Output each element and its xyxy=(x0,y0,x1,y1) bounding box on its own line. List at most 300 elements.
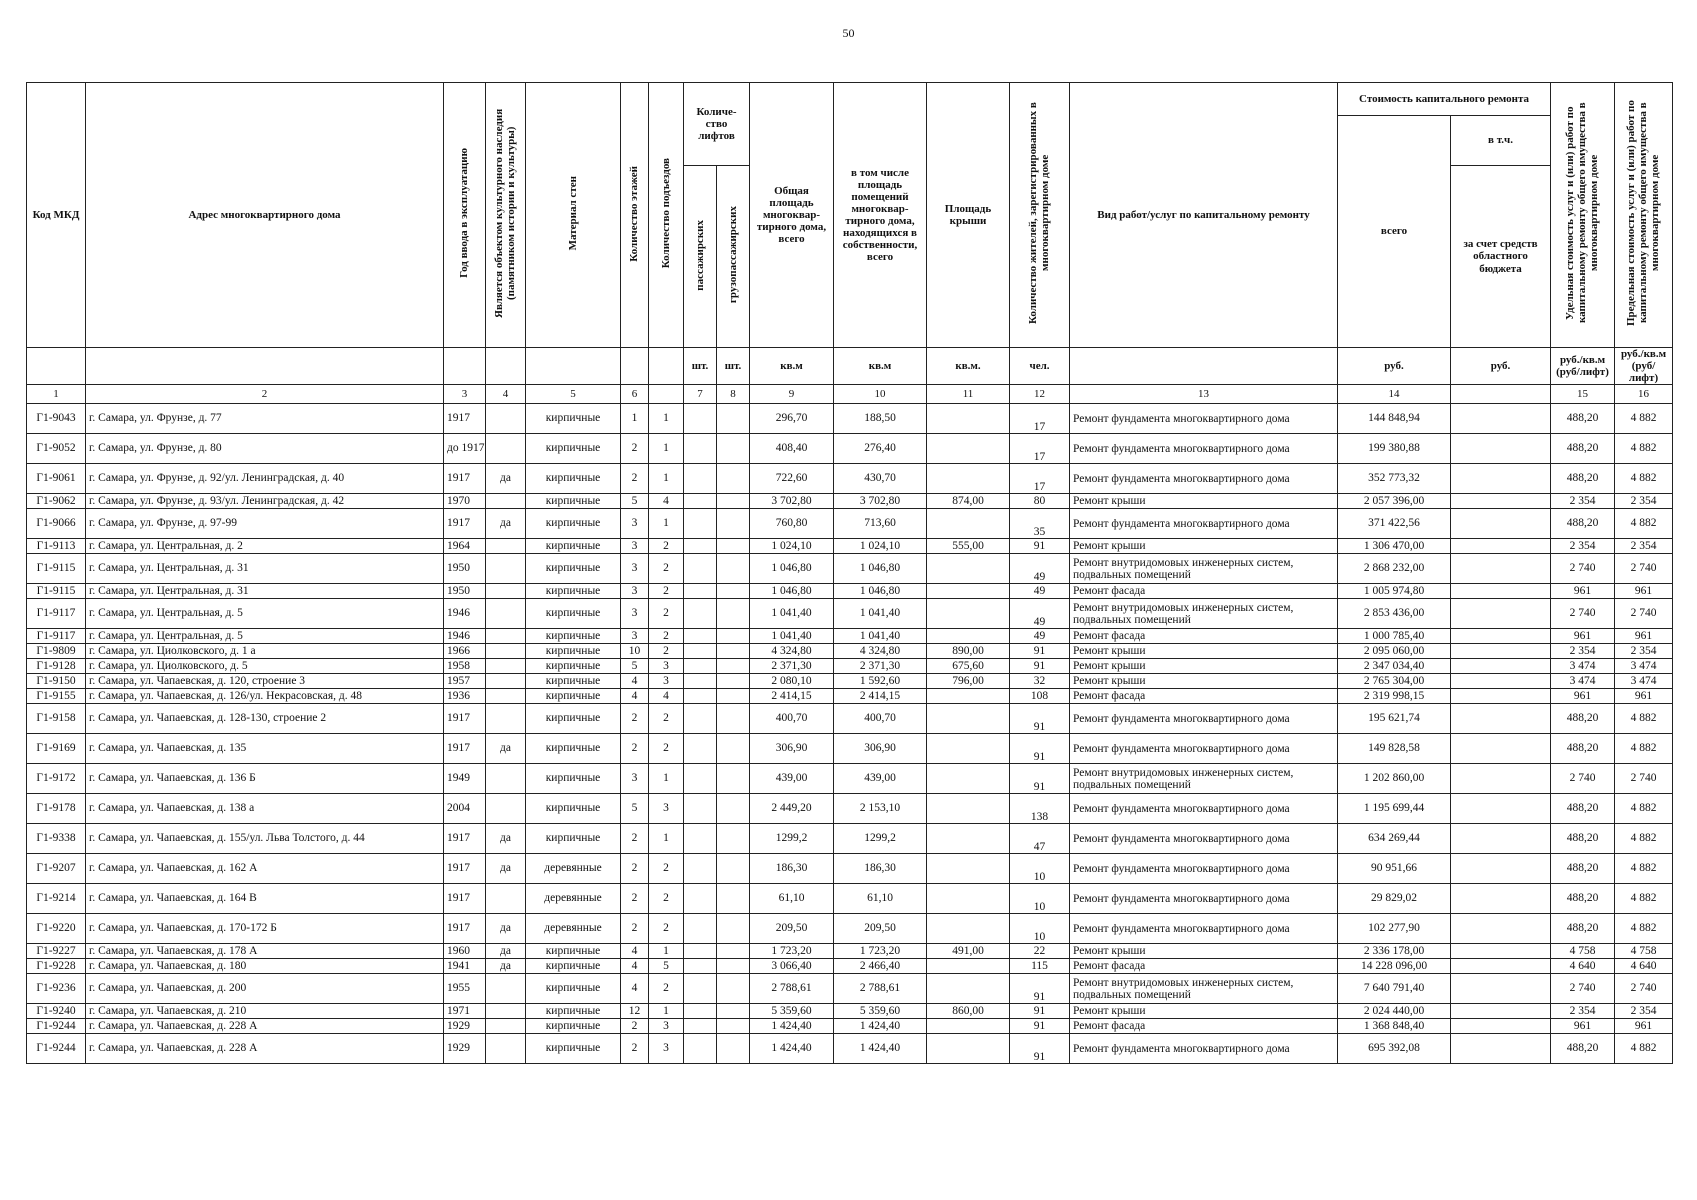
lifts-passenger-cell xyxy=(684,404,717,434)
floors-cell: 2 xyxy=(621,1019,649,1034)
walls-cell: кирпичные xyxy=(526,629,621,644)
walls-cell: кирпичные xyxy=(526,794,621,824)
regional-cost-cell xyxy=(1451,794,1551,824)
lifts-cargo-cell xyxy=(717,794,750,824)
lifts-passenger-cell xyxy=(684,494,717,509)
year-cell: 1917 xyxy=(444,824,486,854)
address-cell: г. Самара, ул. Фрунзе, д. 93/ул. Ленинградская, д. 42 xyxy=(86,494,444,509)
residents-cell: 49 xyxy=(1010,629,1070,644)
entrances-cell: 4 xyxy=(649,494,684,509)
heritage-cell xyxy=(486,554,526,584)
address-cell: г. Самара, ул. Чапаевская, д. 128-130, строение 2 xyxy=(86,704,444,734)
floors-cell: 3 xyxy=(621,554,649,584)
code-cell: Г1-9158 xyxy=(27,704,86,734)
entrances-cell: 1 xyxy=(649,404,684,434)
heritage-cell xyxy=(486,494,526,509)
code-cell: Г1-9115 xyxy=(27,554,86,584)
walls-cell: кирпичные xyxy=(526,404,621,434)
regional-cost-cell xyxy=(1451,599,1551,629)
code-cell: Г1-9169 xyxy=(27,734,86,764)
cost-cell: 2 095 060,00 xyxy=(1338,644,1451,659)
year-cell: 1917 xyxy=(444,914,486,944)
residents-cell: 91 xyxy=(1010,644,1070,659)
floors-cell: 3 xyxy=(621,599,649,629)
entrances-cell: 3 xyxy=(649,1034,684,1064)
residents-cell: 17 xyxy=(1010,434,1070,464)
table-row xyxy=(27,644,1673,659)
year-cell: 1946 xyxy=(444,629,486,644)
heritage-cell xyxy=(486,404,526,434)
header-residents: Количество жителей, зарегистрированных в многоквартирном доме xyxy=(1027,102,1052,325)
residents-cell: 108 xyxy=(1010,689,1070,704)
unit-sqm: кв.м xyxy=(750,348,834,385)
lifts-passenger-cell xyxy=(684,599,717,629)
code-cell: Г1-9244 xyxy=(27,1034,86,1064)
year-cell: 1964 xyxy=(444,539,486,554)
residents-cell: 10 xyxy=(1010,884,1070,914)
regional-cost-cell xyxy=(1451,509,1551,539)
walls-cell: кирпичные xyxy=(526,764,621,794)
floors-cell: 2 xyxy=(621,464,649,494)
lifts-cargo-cell xyxy=(717,509,750,539)
roof-area-cell xyxy=(927,794,1010,824)
walls-cell: кирпичные xyxy=(526,509,621,539)
lifts-cargo-cell xyxy=(717,1004,750,1019)
regional-cost-cell xyxy=(1451,1034,1551,1064)
unit-cost-cell: 488,20 xyxy=(1551,824,1615,854)
work-type-cell: Ремонт фундамента многоквартирного дома xyxy=(1070,464,1338,494)
floors-cell: 4 xyxy=(621,674,649,689)
work-type-cell: Ремонт фундамента многоквартирного дома xyxy=(1070,434,1338,464)
cost-cell: 371 422,56 xyxy=(1338,509,1451,539)
work-type-cell: Ремонт крыши xyxy=(1070,674,1338,689)
year-cell: 1960 xyxy=(444,944,486,959)
entrances-cell: 1 xyxy=(649,434,684,464)
regional-cost-cell xyxy=(1451,1004,1551,1019)
lifts-passenger-cell xyxy=(684,584,717,599)
roof-area-cell xyxy=(927,509,1010,539)
roof-area-cell xyxy=(927,914,1010,944)
unit-cost-cell: 4 640 xyxy=(1551,959,1615,974)
owned-area-cell: 276,40 xyxy=(834,434,927,464)
code-cell: Г1-9115 xyxy=(27,584,86,599)
residents-cell: 47 xyxy=(1010,824,1070,854)
lifts-passenger-cell xyxy=(684,659,717,674)
unit-cost-cell: 2 740 xyxy=(1551,974,1615,1004)
unit-cost-cell: 488,20 xyxy=(1551,509,1615,539)
entrances-cell: 3 xyxy=(649,794,684,824)
table-row xyxy=(27,944,1673,959)
address-cell: г. Самара, ул. Фрунзе, д. 80 xyxy=(86,434,444,464)
regional-cost-cell xyxy=(1451,959,1551,974)
residents-cell: 91 xyxy=(1010,539,1070,554)
unit-cost-cell: 2 354 xyxy=(1551,644,1615,659)
unit-cost-cell: 488,20 xyxy=(1551,854,1615,884)
roof-area-cell xyxy=(927,434,1010,464)
address-cell: г. Самара, ул. Чапаевская, д. 136 Б xyxy=(86,764,444,794)
max-cost-cell: 2 354 xyxy=(1615,539,1673,554)
max-cost-cell: 4 882 xyxy=(1615,854,1673,884)
owned-area-cell: 61,10 xyxy=(834,884,927,914)
total-area-cell: 1 046,80 xyxy=(750,554,834,584)
unit-rub: руб. xyxy=(1338,348,1451,385)
roof-area-cell: 860,00 xyxy=(927,1004,1010,1019)
walls-cell: кирпичные xyxy=(526,674,621,689)
address-cell: г. Самара, ул. Чапаевская, д. 138 а xyxy=(86,794,444,824)
regional-cost-cell xyxy=(1451,1019,1551,1034)
address-cell: г. Самара, ул. Центральная, д. 5 xyxy=(86,599,444,629)
heritage-cell xyxy=(486,1004,526,1019)
lifts-cargo-cell xyxy=(717,554,750,584)
year-cell: 1917 xyxy=(444,704,486,734)
walls-cell: кирпичные xyxy=(526,494,621,509)
entrances-cell: 2 xyxy=(649,914,684,944)
max-cost-cell: 2 740 xyxy=(1615,554,1673,584)
heritage-cell xyxy=(486,1019,526,1034)
walls-cell: кирпичные xyxy=(526,944,621,959)
unit-cost-cell: 961 xyxy=(1551,689,1615,704)
walls-cell: кирпичные xyxy=(526,554,621,584)
cost-cell: 195 621,74 xyxy=(1338,704,1451,734)
entrances-cell: 4 xyxy=(649,689,684,704)
residents-cell: 17 xyxy=(1010,404,1070,434)
code-cell: Г1-9227 xyxy=(27,944,86,959)
cost-cell: 2 853 436,00 xyxy=(1338,599,1451,629)
lifts-passenger-cell xyxy=(684,509,717,539)
code-cell: Г1-9178 xyxy=(27,794,86,824)
floors-cell: 2 xyxy=(621,704,649,734)
heritage-cell xyxy=(486,974,526,1004)
lifts-cargo-cell xyxy=(717,689,750,704)
residents-cell: 138 xyxy=(1010,794,1070,824)
cost-cell: 1 202 860,00 xyxy=(1338,764,1451,794)
cost-cell: 14 228 096,00 xyxy=(1338,959,1451,974)
regional-cost-cell xyxy=(1451,689,1551,704)
regional-cost-cell xyxy=(1451,629,1551,644)
max-cost-cell: 961 xyxy=(1615,584,1673,599)
cost-cell: 2 868 232,00 xyxy=(1338,554,1451,584)
regional-cost-cell xyxy=(1451,659,1551,674)
column-number: 12 xyxy=(1010,385,1070,404)
total-area-cell: 2 371,30 xyxy=(750,659,834,674)
lifts-cargo-cell xyxy=(717,659,750,674)
code-cell: Г1-9052 xyxy=(27,434,86,464)
max-cost-cell: 4 882 xyxy=(1615,1034,1673,1064)
entrances-cell: 3 xyxy=(649,674,684,689)
lifts-cargo-cell xyxy=(717,404,750,434)
floors-cell: 5 xyxy=(621,659,649,674)
lifts-cargo-cell xyxy=(717,584,750,599)
column-number xyxy=(1451,385,1551,404)
cost-cell: 1 005 974,80 xyxy=(1338,584,1451,599)
lifts-cargo-cell xyxy=(717,824,750,854)
table-row xyxy=(27,509,1673,539)
walls-cell: кирпичные xyxy=(526,1019,621,1034)
unit-rub-sqm: руб./кв.м (руб/лифт) xyxy=(1551,348,1615,385)
owned-area-cell: 1 592,60 xyxy=(834,674,927,689)
owned-area-cell: 5 359,60 xyxy=(834,1004,927,1019)
table-row xyxy=(27,674,1673,689)
address-cell: г. Самара, ул. Центральная, д. 31 xyxy=(86,584,444,599)
owned-area-cell: 400,70 xyxy=(834,704,927,734)
lifts-cargo-cell xyxy=(717,1034,750,1064)
max-cost-cell: 4 882 xyxy=(1615,914,1673,944)
roof-area-cell xyxy=(927,404,1010,434)
code-cell: Г1-9062 xyxy=(27,494,86,509)
total-area-cell: 4 324,80 xyxy=(750,644,834,659)
unit-cost-cell: 488,20 xyxy=(1551,434,1615,464)
year-cell: 2004 xyxy=(444,794,486,824)
roof-area-cell xyxy=(927,1034,1010,1064)
unit-cost-cell: 488,20 xyxy=(1551,464,1615,494)
year-cell: 1955 xyxy=(444,974,486,1004)
heritage-cell xyxy=(486,764,526,794)
address-cell: г. Самара, ул. Чапаевская, д. 155/ул. Льва Толстого, д. 44 xyxy=(86,824,444,854)
work-type-cell: Ремонт фундамента многоквартирного дома xyxy=(1070,794,1338,824)
max-cost-cell: 4 640 xyxy=(1615,959,1673,974)
unit-cost-cell: 488,20 xyxy=(1551,884,1615,914)
roof-area-cell xyxy=(927,884,1010,914)
floors-cell: 1 xyxy=(621,404,649,434)
total-area-cell: 1 024,10 xyxy=(750,539,834,554)
residents-cell: 91 xyxy=(1010,974,1070,1004)
year-cell: 1929 xyxy=(444,1034,486,1064)
column-number: 2 xyxy=(86,385,444,404)
total-area-cell: 1 046,80 xyxy=(750,584,834,599)
roof-area-cell xyxy=(927,824,1010,854)
floors-cell: 4 xyxy=(621,959,649,974)
max-cost-cell: 961 xyxy=(1615,689,1673,704)
owned-area-cell: 188,50 xyxy=(834,404,927,434)
heritage-cell: да xyxy=(486,509,526,539)
address-cell: г. Самара, ул. Чапаевская, д. 200 xyxy=(86,974,444,1004)
table-row xyxy=(27,854,1673,884)
code-cell: Г1-9155 xyxy=(27,689,86,704)
heritage-cell: да xyxy=(486,464,526,494)
total-area-cell: 3 702,80 xyxy=(750,494,834,509)
walls-cell: кирпичные xyxy=(526,434,621,464)
code-cell: Г1-9207 xyxy=(27,854,86,884)
regional-cost-cell xyxy=(1451,854,1551,884)
unit-rub-sqm: руб./кв.м (руб/лифт) xyxy=(1615,348,1673,385)
address-cell: г. Самара, ул. Циолковского, д. 5 xyxy=(86,659,444,674)
column-number: 13 xyxy=(1070,385,1338,404)
lifts-passenger-cell xyxy=(684,689,717,704)
work-type-cell: Ремонт фундамента многоквартирного дома xyxy=(1070,854,1338,884)
unit-cost-cell: 488,20 xyxy=(1551,1034,1615,1064)
max-cost-cell: 4 882 xyxy=(1615,509,1673,539)
floors-cell: 4 xyxy=(621,974,649,1004)
entrances-cell: 3 xyxy=(649,659,684,674)
lifts-cargo-cell xyxy=(717,884,750,914)
address-cell: г. Самара, ул. Чапаевская, д. 170-172 Б xyxy=(86,914,444,944)
total-area-cell: 1 424,40 xyxy=(750,1034,834,1064)
lifts-cargo-cell xyxy=(717,434,750,464)
owned-area-cell: 186,30 xyxy=(834,854,927,884)
unit-rub: руб. xyxy=(1451,348,1551,385)
table-row xyxy=(27,464,1673,494)
owned-area-cell: 3 702,80 xyxy=(834,494,927,509)
column-number: 5 xyxy=(526,385,621,404)
year-cell: 1941 xyxy=(444,959,486,974)
cost-cell: 2 024 440,00 xyxy=(1338,1004,1451,1019)
total-area-cell: 1 723,20 xyxy=(750,944,834,959)
year-cell: 1970 xyxy=(444,494,486,509)
lifts-passenger-cell xyxy=(684,644,717,659)
code-cell: Г1-9113 xyxy=(27,539,86,554)
cost-cell: 2 336 178,00 xyxy=(1338,944,1451,959)
entrances-cell: 1 xyxy=(649,464,684,494)
entrances-cell: 5 xyxy=(649,959,684,974)
lifts-passenger-cell xyxy=(684,764,717,794)
heritage-cell xyxy=(486,644,526,659)
cost-cell: 102 277,90 xyxy=(1338,914,1451,944)
regional-cost-cell xyxy=(1451,404,1551,434)
heritage-cell xyxy=(486,704,526,734)
work-type-cell: Ремонт внутридомовых инженерных систем, подвальных помещений xyxy=(1070,764,1338,794)
owned-area-cell: 430,70 xyxy=(834,464,927,494)
column-number: 6 xyxy=(621,385,649,404)
code-cell: Г1-9172 xyxy=(27,764,86,794)
walls-cell: кирпичные xyxy=(526,644,621,659)
lifts-cargo-cell xyxy=(717,854,750,884)
lifts-passenger-cell xyxy=(684,1019,717,1034)
max-cost-cell: 4 882 xyxy=(1615,404,1673,434)
column-number: 3 xyxy=(444,385,486,404)
table-row xyxy=(27,974,1673,1004)
total-area-cell: 760,80 xyxy=(750,509,834,539)
max-cost-cell: 4 882 xyxy=(1615,434,1673,464)
column-number: 1 xyxy=(27,385,86,404)
year-cell: 1950 xyxy=(444,554,486,584)
roof-area-cell xyxy=(927,974,1010,1004)
heritage-cell: да xyxy=(486,824,526,854)
walls-cell: кирпичные xyxy=(526,659,621,674)
residents-cell: 91 xyxy=(1010,704,1070,734)
code-cell: Г1-9043 xyxy=(27,404,86,434)
table-row xyxy=(27,659,1673,674)
floors-cell: 4 xyxy=(621,944,649,959)
max-cost-cell: 3 474 xyxy=(1615,659,1673,674)
max-cost-cell: 961 xyxy=(1615,1019,1673,1034)
owned-area-cell: 4 324,80 xyxy=(834,644,927,659)
residents-cell: 91 xyxy=(1010,1034,1070,1064)
address-cell: г. Самара, ул. Фрунзе, д. 97-99 xyxy=(86,509,444,539)
heritage-cell: да xyxy=(486,854,526,884)
residents-cell: 22 xyxy=(1010,944,1070,959)
column-number: 11 xyxy=(927,385,1010,404)
lifts-passenger-cell xyxy=(684,1034,717,1064)
year-cell: 1917 xyxy=(444,509,486,539)
column-number: 4 xyxy=(486,385,526,404)
max-cost-cell: 2 354 xyxy=(1615,644,1673,659)
regional-cost-cell xyxy=(1451,944,1551,959)
heritage-cell xyxy=(486,629,526,644)
header-max-cost: Предельная стоимость услуг и (или) работ по капитальному ремонту общего имущества в многоквартирном доме xyxy=(1625,100,1662,327)
floors-cell: 2 xyxy=(621,434,649,464)
header-roof-area: Площадь крыши xyxy=(927,83,1010,348)
floors-cell: 3 xyxy=(621,764,649,794)
unit-cost-cell: 961 xyxy=(1551,1019,1615,1034)
walls-cell: деревянные xyxy=(526,884,621,914)
work-type-cell: Ремонт фасада xyxy=(1070,1019,1338,1034)
max-cost-cell: 4 882 xyxy=(1615,464,1673,494)
unit-cost-cell: 2 740 xyxy=(1551,764,1615,794)
heritage-cell: да xyxy=(486,959,526,974)
roof-area-cell xyxy=(927,554,1010,584)
entrances-cell: 3 xyxy=(649,1019,684,1034)
table-row xyxy=(27,884,1673,914)
lifts-cargo-cell xyxy=(717,644,750,659)
max-cost-cell: 4 882 xyxy=(1615,794,1673,824)
floors-cell: 2 xyxy=(621,854,649,884)
cost-cell: 634 269,44 xyxy=(1338,824,1451,854)
work-type-cell: Ремонт фасада xyxy=(1070,584,1338,599)
cost-cell: 7 640 791,40 xyxy=(1338,974,1451,1004)
year-cell: 1917 xyxy=(444,884,486,914)
year-cell: до 1917 xyxy=(444,434,486,464)
walls-cell: кирпичные xyxy=(526,974,621,1004)
entrances-cell: 2 xyxy=(649,629,684,644)
total-area-cell: 3 066,40 xyxy=(750,959,834,974)
floors-cell: 2 xyxy=(621,914,649,944)
cost-cell: 90 951,66 xyxy=(1338,854,1451,884)
table-row xyxy=(27,704,1673,734)
roof-area-cell: 491,00 xyxy=(927,944,1010,959)
cost-cell: 199 380,88 xyxy=(1338,434,1451,464)
table-row xyxy=(27,554,1673,584)
heritage-cell xyxy=(486,659,526,674)
header-cost-incl: в т.ч. xyxy=(1451,116,1551,166)
work-type-cell: Ремонт фундамента многоквартирного дома xyxy=(1070,704,1338,734)
lifts-passenger-cell xyxy=(684,794,717,824)
unit-cost-cell: 3 474 xyxy=(1551,659,1615,674)
cost-cell: 1 195 699,44 xyxy=(1338,794,1451,824)
walls-cell: кирпичные xyxy=(526,704,621,734)
heritage-cell xyxy=(486,794,526,824)
total-area-cell: 306,90 xyxy=(750,734,834,764)
residents-cell: 10 xyxy=(1010,854,1070,884)
floors-cell: 2 xyxy=(621,1034,649,1064)
year-cell: 1966 xyxy=(444,644,486,659)
address-cell: г. Самара, ул. Чапаевская, д. 178 А xyxy=(86,944,444,959)
lifts-cargo-cell xyxy=(717,974,750,1004)
owned-area-cell: 2 153,10 xyxy=(834,794,927,824)
owned-area-cell: 1 723,20 xyxy=(834,944,927,959)
roof-area-cell xyxy=(927,1019,1010,1034)
regional-cost-cell xyxy=(1451,824,1551,854)
floors-cell: 3 xyxy=(621,509,649,539)
roof-area-cell: 555,00 xyxy=(927,539,1010,554)
total-area-cell: 2 414,15 xyxy=(750,689,834,704)
walls-cell: деревянные xyxy=(526,854,621,884)
table-row xyxy=(27,434,1673,464)
table-row xyxy=(27,734,1673,764)
cost-cell: 1 306 470,00 xyxy=(1338,539,1451,554)
regional-cost-cell xyxy=(1451,464,1551,494)
work-type-cell: Ремонт фундамента многоквартирного дома xyxy=(1070,884,1338,914)
walls-cell: кирпичные xyxy=(526,959,621,974)
header-year: Год ввода в эксплуатацию xyxy=(458,148,471,279)
table-row xyxy=(27,689,1673,704)
address-cell: г. Самара, ул. Чапаевская, д. 120, строение 3 xyxy=(86,674,444,689)
table-row xyxy=(27,584,1673,599)
code-cell: Г1-9128 xyxy=(27,659,86,674)
roof-area-cell xyxy=(927,629,1010,644)
owned-area-cell: 2 371,30 xyxy=(834,659,927,674)
address-cell: г. Самара, ул. Центральная, д. 31 xyxy=(86,554,444,584)
table-row xyxy=(27,1034,1673,1064)
